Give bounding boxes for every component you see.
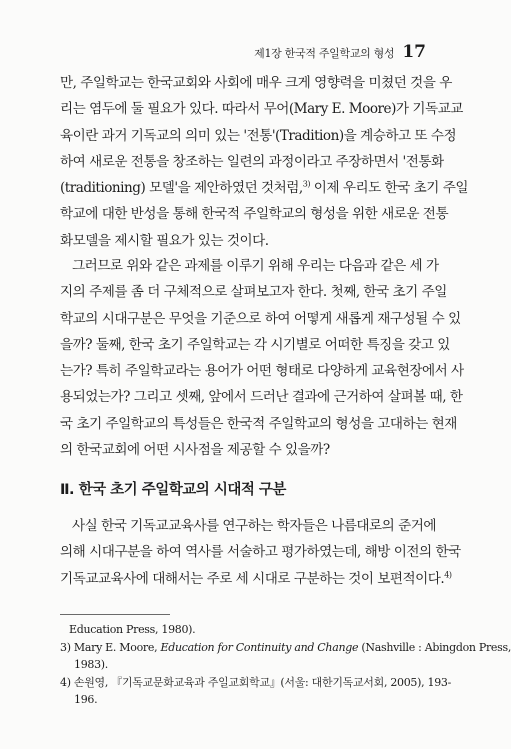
text-line [60,566,452,592]
paragraph-3 [60,513,461,592]
footnote-3-continued: 1983). [74,658,108,672]
text-line: 만, 주일학교는 한국교회와 사회에 매우 크게 영향력을 미쳤던 것을 우 [60,75,452,91]
text-line: 하여 새로운 전통을 창조하는 일련의 과정이라고 주장하면서 '전통화 [60,153,444,170]
text-line: 국 초기 주일학교의 특성들은 한국적 주일학교의 형성을 고대하는 현재 [60,415,457,432]
paragraph-1 [60,70,469,254]
footnote-3-title: Education for Continuity and Change [160,640,359,654]
footnote-3-prefix: 3) Mary E. Moore, [60,640,161,654]
text-fragment: (traditioning) 모델'을 제안하였던 것처럼, [60,180,303,197]
text-fragment: 기독교교육사에 대해서는 주로 세 시대로 구분하는 것이 보편적이다. [60,570,445,587]
text-line: 화모델을 제시할 필요가 있는 것이다. [60,232,269,249]
footnote-ref-4[interactable]: 4) [444,570,452,580]
page-number: 17 [402,42,426,62]
text-line: 사실 한국 기독교교육사를 연구하는 학자들은 나름대로의 준거에 [72,518,436,534]
running-header [254,42,426,62]
text-line: 육이란 과거 기독교의 의미 있는 '전통'(Tradition)을 계승하고 또 수정 [60,127,457,144]
text-fragment: 이제 우리도 한국 초기 주일 [309,180,469,197]
text-line: 지의 주제를 좀 더 구체적으로 살펴보고자 한다. 첫째, 한국 초기 주일 [60,284,447,301]
footnotes [60,621,511,709]
text-line: 학교의 시대구분은 무엇을 기준으로 하여 어떻게 새롭게 재구성될 수 있 [60,310,461,327]
footnote-continued: Education Press, 1980). [69,623,196,636]
text-line: 의해 시대구분을 하여 역사를 서술하고 평가하였는데, 해방 이전의 한국 [60,544,461,561]
text-line: 을까? 둘째, 한국 초기 주일학교는 각 시기별로 어떠한 특징을 갖고 있 [60,336,450,353]
footnote-4-continued: 196. [74,693,98,707]
footnote-4: 4) 손원영, 『기독교문화교육과 주일교회학교』(서울: 대한기독교서회, 2005), 193- [60,675,452,689]
section-heading: Ⅱ. 한국 초기 주일학교의 시대적 구분 [60,482,286,498]
text-line [60,175,469,201]
text-line: 그러므로 위와 같은 과제를 이루기 위해 우리는 다음과 같은 세 가 [72,258,439,274]
text-line: 는가? 특히 주일학교라는 용어가 어떤 형태로 다양하게 교육현장에서 사 [60,363,464,380]
text-line: 의 한국교회에 어떤 시사점을 제공할 수 있을까? [60,442,330,459]
chapter-title: 제1장 한국적 주일학교의 형성 [254,47,395,60]
footnote-3 [60,639,511,657]
footnote-divider [60,614,170,615]
footnote-3-suffix: (Nashville : Abingdon Press, [358,640,511,654]
paragraph-2 [60,253,464,463]
text-line: 리는 염두에 둘 필요가 있다. 따라서 무어(Mary E. Moore)가 기독교교 [60,101,463,118]
footnote-ref-3[interactable]: 3) [302,179,310,189]
text-line: 용되었는가? 그리고 셋째, 앞에서 드러난 결과에 근거하여 살펴볼 때, 한 [60,389,463,406]
text-line: 학교에 대한 반성을 통해 한국적 주일학교의 형성을 위한 새로운 전통 [60,206,449,223]
